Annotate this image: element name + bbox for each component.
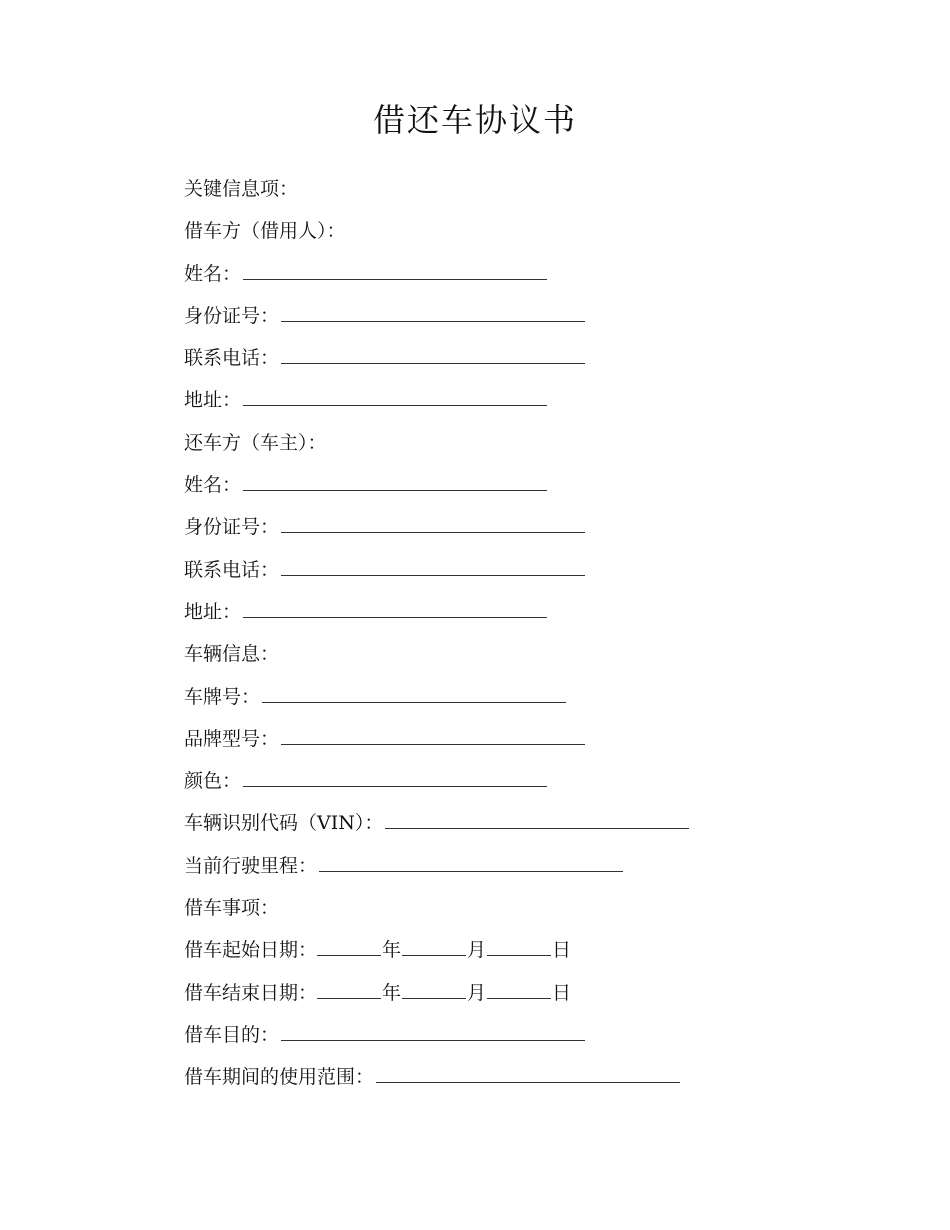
- borrower-name-blank[interactable]: [243, 257, 547, 280]
- field-label: 姓名：: [184, 474, 242, 497]
- line-label: 车辆信息：: [184, 643, 280, 666]
- year-unit: 年: [382, 981, 402, 1004]
- owner-phone-blank[interactable]: [281, 553, 585, 576]
- owner-address-row: [184, 591, 904, 633]
- document-title: 借还车协议书: [372, 101, 577, 139]
- purpose-blank[interactable]: [281, 1018, 585, 1041]
- borrower-id-blank[interactable]: [281, 299, 585, 322]
- field-label: 联系电话：: [184, 558, 280, 581]
- end-month-blank[interactable]: [402, 976, 466, 999]
- line-label: 关键信息项：: [184, 178, 299, 200]
- field-label: 颜色：: [184, 770, 242, 793]
- day-unit: 日: [552, 981, 572, 1004]
- field-label: 品牌型号：: [184, 727, 280, 750]
- owner-name-blank[interactable]: [243, 468, 547, 491]
- month-unit: 月: [467, 939, 487, 962]
- start-day-blank[interactable]: [487, 933, 551, 956]
- heading-borrow-matters: [184, 887, 904, 929]
- borrower-address-blank[interactable]: [243, 383, 547, 406]
- heading-owner: [184, 422, 904, 464]
- borrower-phone-blank[interactable]: [281, 341, 585, 364]
- field-label: 借车结束日期：: [184, 981, 318, 1004]
- end-date-row: [184, 972, 904, 1014]
- field-label: 地址：: [184, 389, 242, 412]
- vin-row: [184, 802, 904, 844]
- model-blank[interactable]: [281, 722, 585, 745]
- plate-blank[interactable]: [262, 680, 566, 703]
- field-label: 地址：: [184, 600, 242, 623]
- model-row: [184, 718, 904, 760]
- plate-row: [184, 676, 904, 718]
- borrower-id-row: [184, 295, 904, 337]
- owner-name-row: [184, 464, 904, 506]
- month-unit: 月: [467, 981, 487, 1004]
- field-label: 当前行驶里程：: [184, 854, 318, 877]
- purpose-row: [184, 1014, 904, 1056]
- start-year-blank[interactable]: [317, 933, 381, 956]
- day-unit: 日: [552, 939, 572, 962]
- heading-borrower: [184, 210, 904, 252]
- owner-phone-row: [184, 549, 904, 591]
- end-year-blank[interactable]: [317, 976, 381, 999]
- field-label: 借车目的：: [184, 1023, 280, 1046]
- field-label: 借车期间的使用范围：: [184, 1066, 375, 1089]
- line-label: 还车方（车主）：: [184, 431, 327, 454]
- start-month-blank[interactable]: [402, 933, 466, 956]
- color-row: [184, 760, 904, 802]
- form-lines: [184, 168, 904, 1099]
- field-label: 车牌号：: [184, 685, 261, 708]
- field-label: 身份证号：: [184, 516, 280, 539]
- start-date-row: [184, 929, 904, 971]
- line-label: 借车事项：: [184, 897, 280, 920]
- borrower-name-row: [184, 253, 904, 295]
- field-label: 姓名：: [184, 262, 242, 285]
- color-blank[interactable]: [243, 764, 547, 787]
- year-unit: 年: [382, 939, 402, 962]
- owner-id-row: [184, 506, 904, 548]
- field-label: 联系电话：: [184, 347, 280, 370]
- borrower-phone-row: [184, 337, 904, 379]
- vin-blank[interactable]: [385, 806, 689, 829]
- usage-scope-row: [184, 1056, 904, 1098]
- end-day-blank[interactable]: [487, 976, 551, 999]
- heading-vehicle: [184, 633, 904, 675]
- owner-address-blank[interactable]: [243, 595, 547, 618]
- mileage-blank[interactable]: [319, 849, 623, 872]
- field-label: 身份证号：: [184, 304, 280, 327]
- field-label: 借车起始日期：: [184, 939, 318, 962]
- heading-key-info: [184, 168, 904, 210]
- owner-id-blank[interactable]: [281, 510, 585, 533]
- borrower-address-row: [184, 379, 904, 421]
- field-label: 车辆识别代码（VIN）：: [184, 812, 384, 835]
- mileage-row: [184, 845, 904, 887]
- line-label: 借车方（借用人）：: [184, 220, 346, 243]
- usage-scope-blank[interactable]: [376, 1060, 680, 1083]
